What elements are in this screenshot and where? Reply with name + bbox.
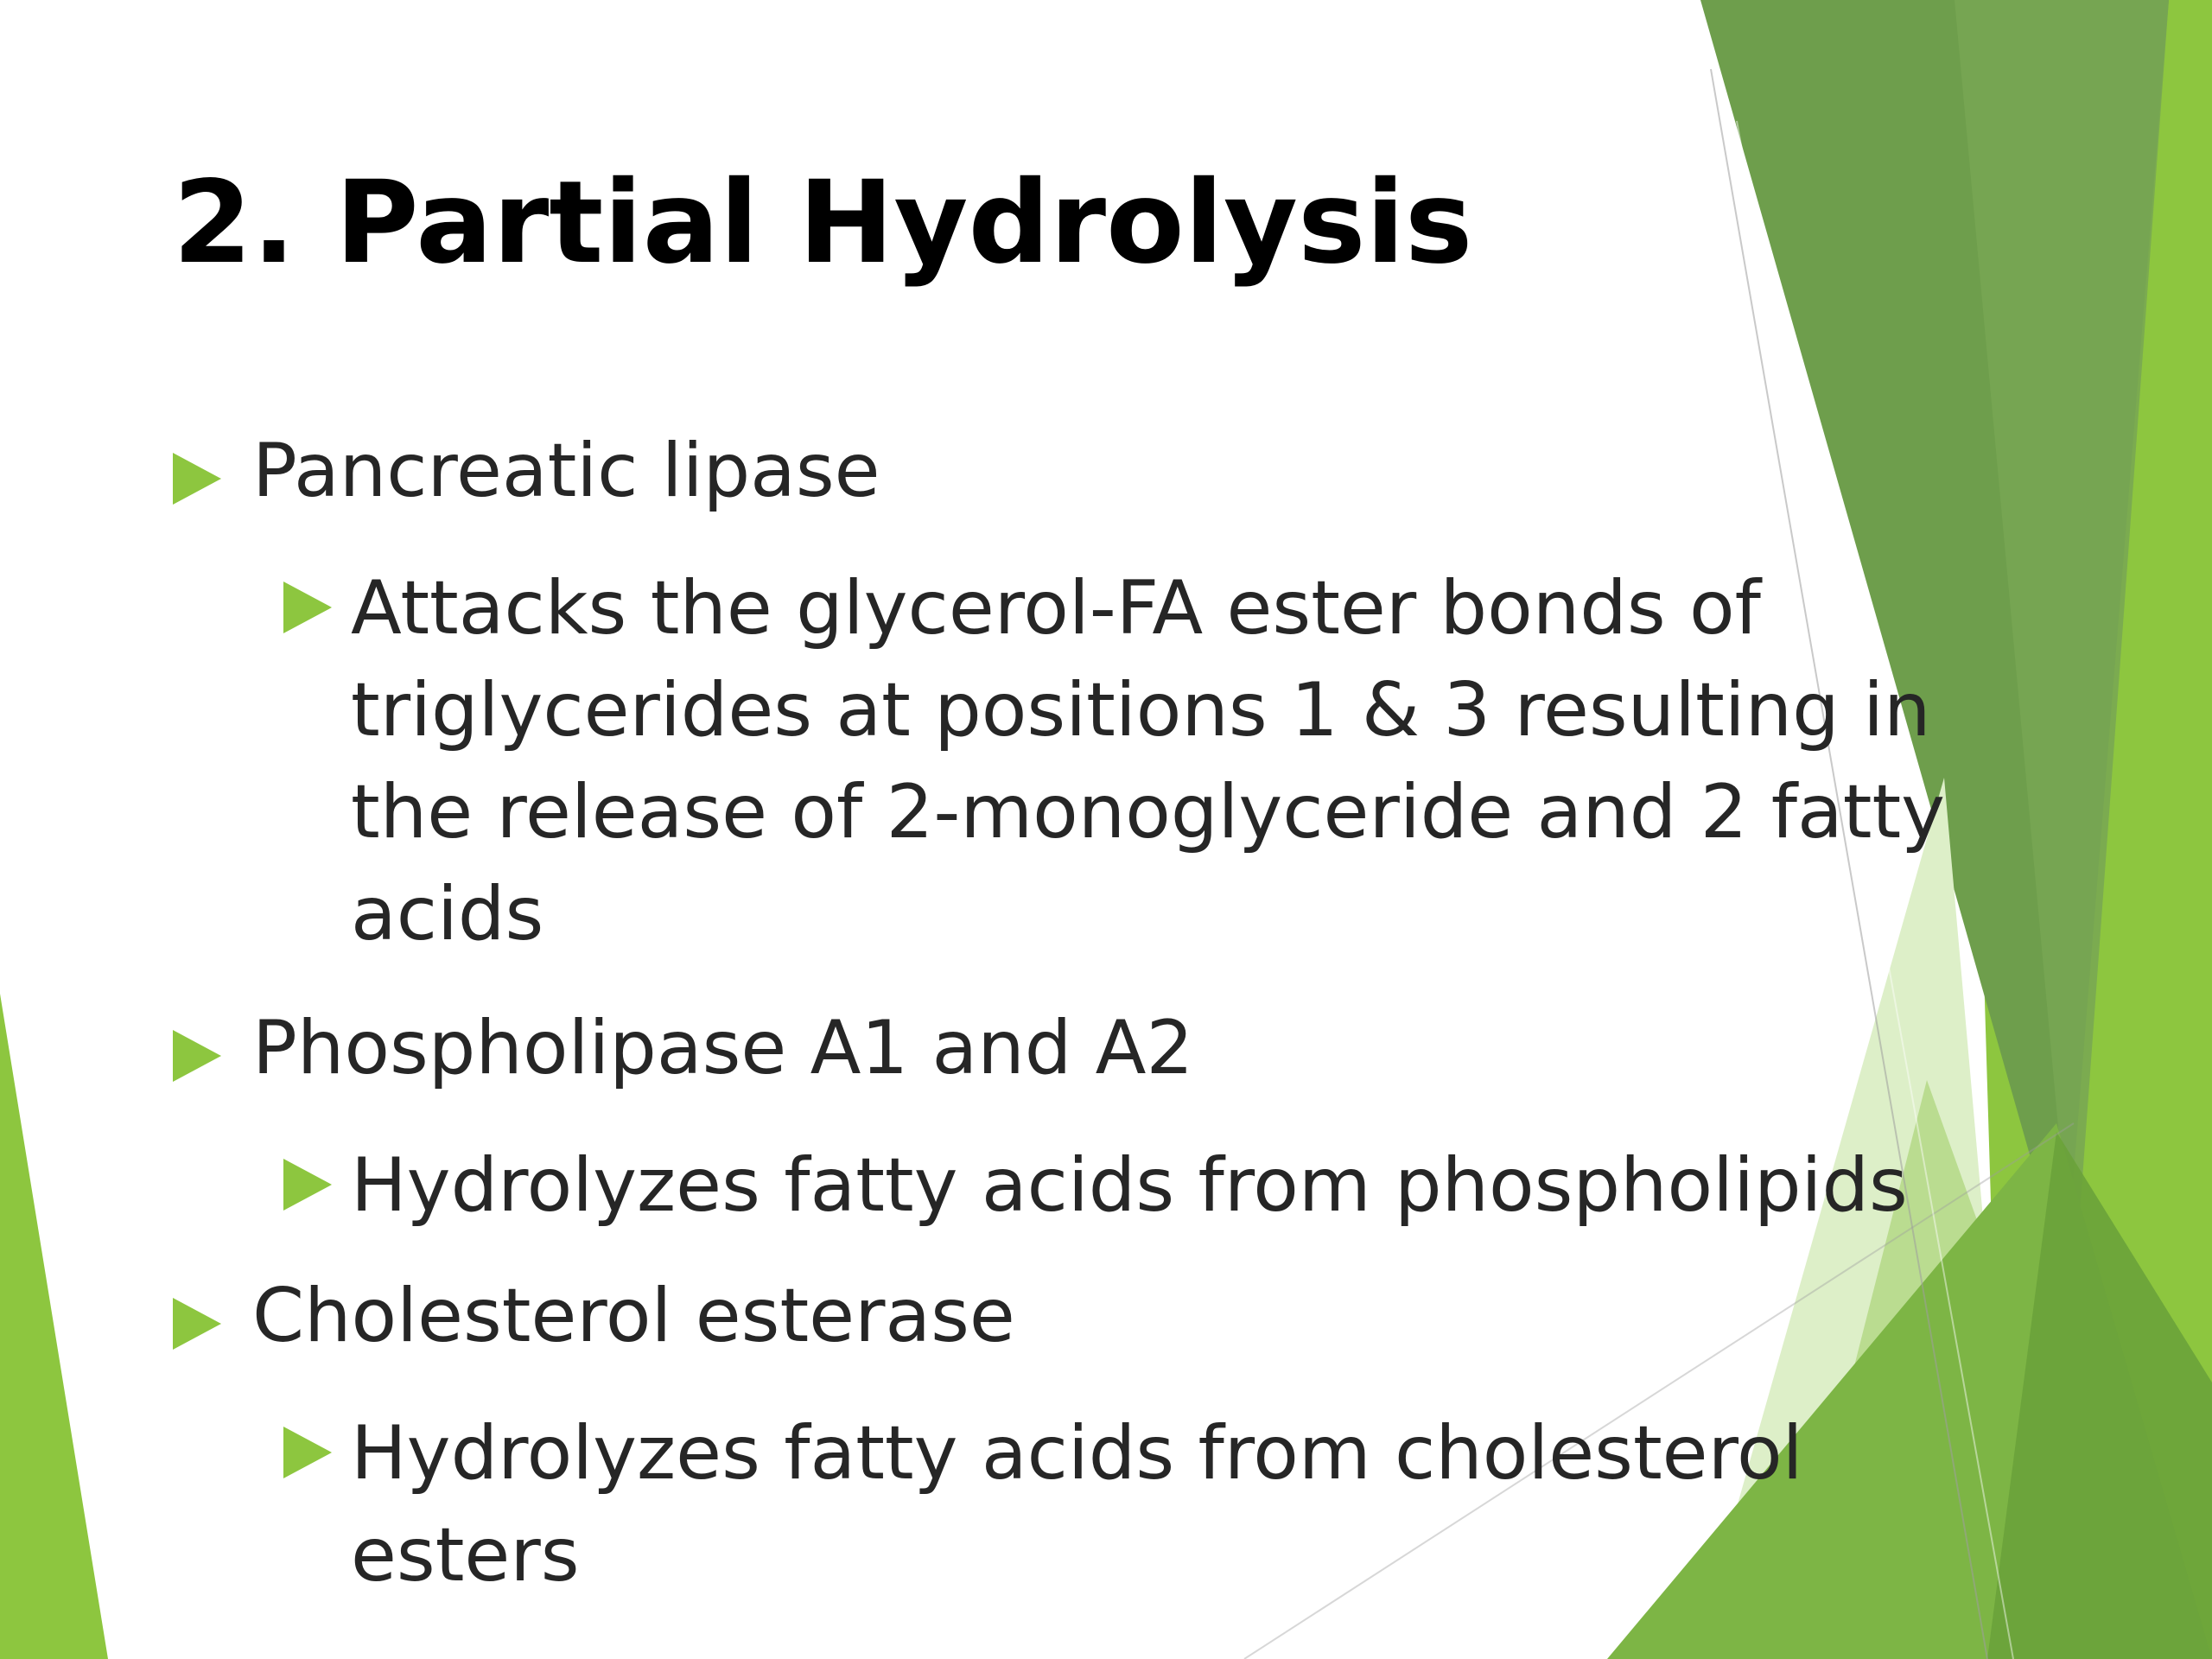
sub-bullet-phospholipase-description [283, 1135, 2029, 1236]
bullet-arrow-icon [173, 1298, 221, 1350]
bullet-text: Hydrolyzes fatty acids from phospholipids [351, 1142, 1908, 1229]
bullet-arrow-icon [283, 582, 332, 633]
slide-title: 2. Partial Hydrolysis [173, 156, 1473, 289]
sub-bullet-cholesterol-description [283, 1402, 2029, 1606]
bullet-arrow-icon [173, 453, 221, 505]
bullet-phospholipase [173, 1004, 1193, 1093]
sub-bullet-lipase-description [283, 557, 2029, 965]
bullet-text: Cholesterol esterase [252, 1273, 1015, 1359]
bullet-text: Attacks the glycerol-FA ester bonds of triglycerides at positions 1 & 3 resulting in the release of 2-monoglyceride and 2 fatty acids [351, 565, 1946, 957]
bullet-cholesterol-esterase [173, 1272, 1015, 1361]
left-accent-shape [0, 994, 108, 1659]
bullet-text: Hydrolyzes fatty acids from cholesterol esters [351, 1410, 1803, 1599]
bullet-text: Phospholipase A1 and A2 [252, 1005, 1194, 1091]
bullet-arrow-icon [283, 1159, 332, 1211]
bullet-text: Pancreatic lipase [252, 428, 880, 514]
bullet-arrow-icon [173, 1030, 221, 1082]
bullet-arrow-icon [283, 1427, 332, 1478]
bullet-pancreatic-lipase [173, 427, 880, 516]
